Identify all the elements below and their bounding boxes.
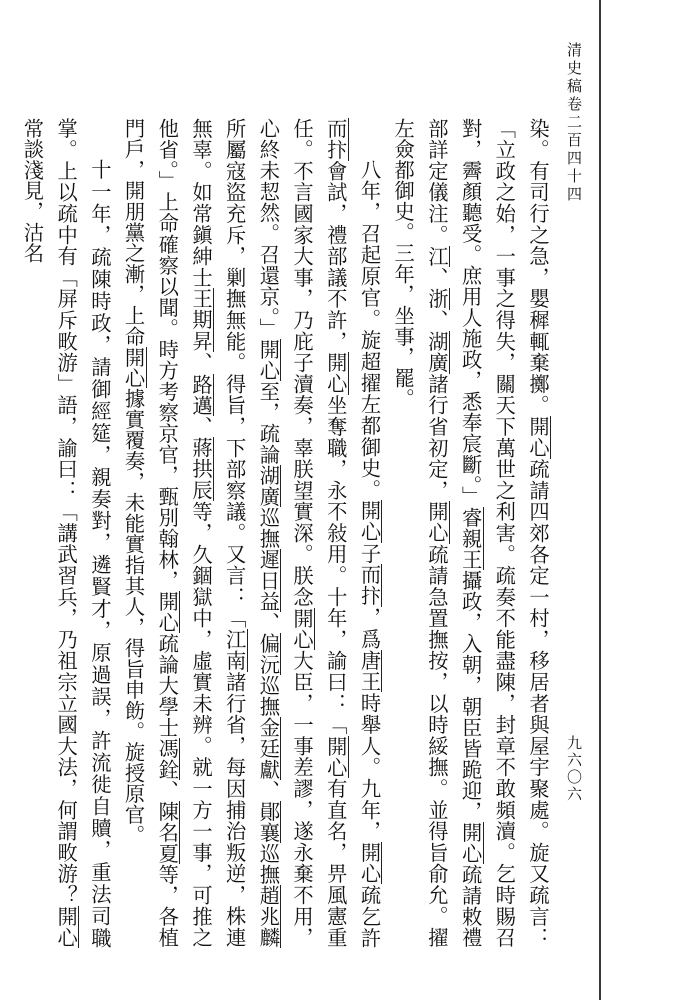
proper-noun: 開心: [323, 735, 348, 779]
proper-noun: 鄖襄: [256, 801, 281, 844]
book-page-rule: [599, 0, 601, 1000]
proper-noun: 蔣拱辰: [188, 437, 213, 502]
main-text: [20, 118, 554, 949]
proper-noun: 開心: [256, 338, 281, 381]
proper-noun: 王期昇: [188, 288, 213, 353]
running-title: 清史稿卷二百四十四: [565, 42, 583, 204]
proper-noun: 浙: [424, 288, 449, 310]
paragraph: 染。有司行之急，嬰穉輒棄擲。開心疏請四郊各定一村，移居者與屋宇聚處。旋又疏言：「立政之始，一事之得失，關天下萬世之利害。疏奏不能盡陳，封章不敢頻瀆。乞時賜召對，霽顏聽受。庶用人施政，悉奉宸斷。」睿親王攝政，入朝，朝臣皆跪迎，開心疏請敕禮部詳定儀注。江、浙、湖廣諸行省初定，開心疏請急置撫按，以時綏撫。並得旨俞允。擢左僉都御史。三年，坐事，罷。: [391, 118, 550, 949]
proper-noun: 開心: [458, 822, 483, 865]
proper-noun: 開心: [357, 841, 382, 885]
proper-noun: 開心: [290, 607, 315, 651]
proper-noun: 陳名夏: [155, 801, 180, 865]
proper-noun: 馮銓: [155, 738, 180, 781]
proper-noun: 開心: [155, 591, 180, 634]
proper-noun: 遲日益: [256, 549, 281, 613]
paragraph: 十一年，疏陳時政，請御經筵，親奏對，遴賢才，原過誤，許流徙自贖，重法司職掌。上以疏中有「屏斥畋游」語，諭曰：「講武習兵，乃祖宗立國大法，何謂畋游？開心常談淺見，沽名: [20, 118, 112, 948]
proper-noun: 偏沅: [256, 633, 281, 676]
proper-noun: 江: [424, 245, 449, 268]
proper-noun: 睿親王: [458, 507, 483, 571]
proper-noun: 開心: [121, 346, 146, 389]
proper-noun: 金廷獻: [256, 717, 281, 781]
proper-noun: 而抃: [323, 118, 348, 161]
proper-noun: 而抃: [357, 564, 382, 607]
proper-noun: 湖廣: [424, 330, 449, 374]
paragraph: 八年，召起原官。旋超擢左都御史。開心子而抃，爲唐王時舉人。九年，開心疏乞許而抃會試，禮部議不許，開心坐奪職，永不敍用。十年，諭曰：「開心有直名，畀風憲重任。不言國家大事，乃庇子瀆奏，辜朕望實深。朕念開心大臣，一事差謬，遂永棄不用，心終未恝然。召還京。」開心至，疏論湖廣巡撫遲日益、偏沅巡撫金廷獻、鄖襄巡撫趙兆麟所屬寇盜充斥，剿撫無能。得旨，下部察議。又言：「江南諸行省，每因捕治叛逆，株連無辜。如常鎭紳士王期昇、路邁、蔣拱辰等，久錮獄中，虛實未辨。就一方一事，可推之他省。」上命確察以聞。時方考察京官，甄別翰林，開心疏論大學士馮銓、陳名夏等，各植門戶，開朋黨之漸，上命開心據實覆奏，未能實指其人，得旨申飭。旋授原官。: [121, 118, 382, 948]
proper-noun: 江南: [222, 629, 247, 672]
proper-noun: 開心: [424, 501, 449, 544]
proper-noun: 開心: [357, 500, 382, 543]
proper-noun: 趙兆麟: [256, 885, 281, 948]
proper-noun: 湖廣: [256, 464, 281, 507]
proper-noun: 開心: [54, 905, 79, 948]
proper-noun: 路邁: [188, 373, 213, 417]
proper-noun: 開心: [323, 352, 348, 395]
proper-noun: 開心: [526, 416, 550, 459]
page-number: 九六〇六: [565, 735, 583, 803]
proper-noun: 唐王: [357, 649, 382, 693]
